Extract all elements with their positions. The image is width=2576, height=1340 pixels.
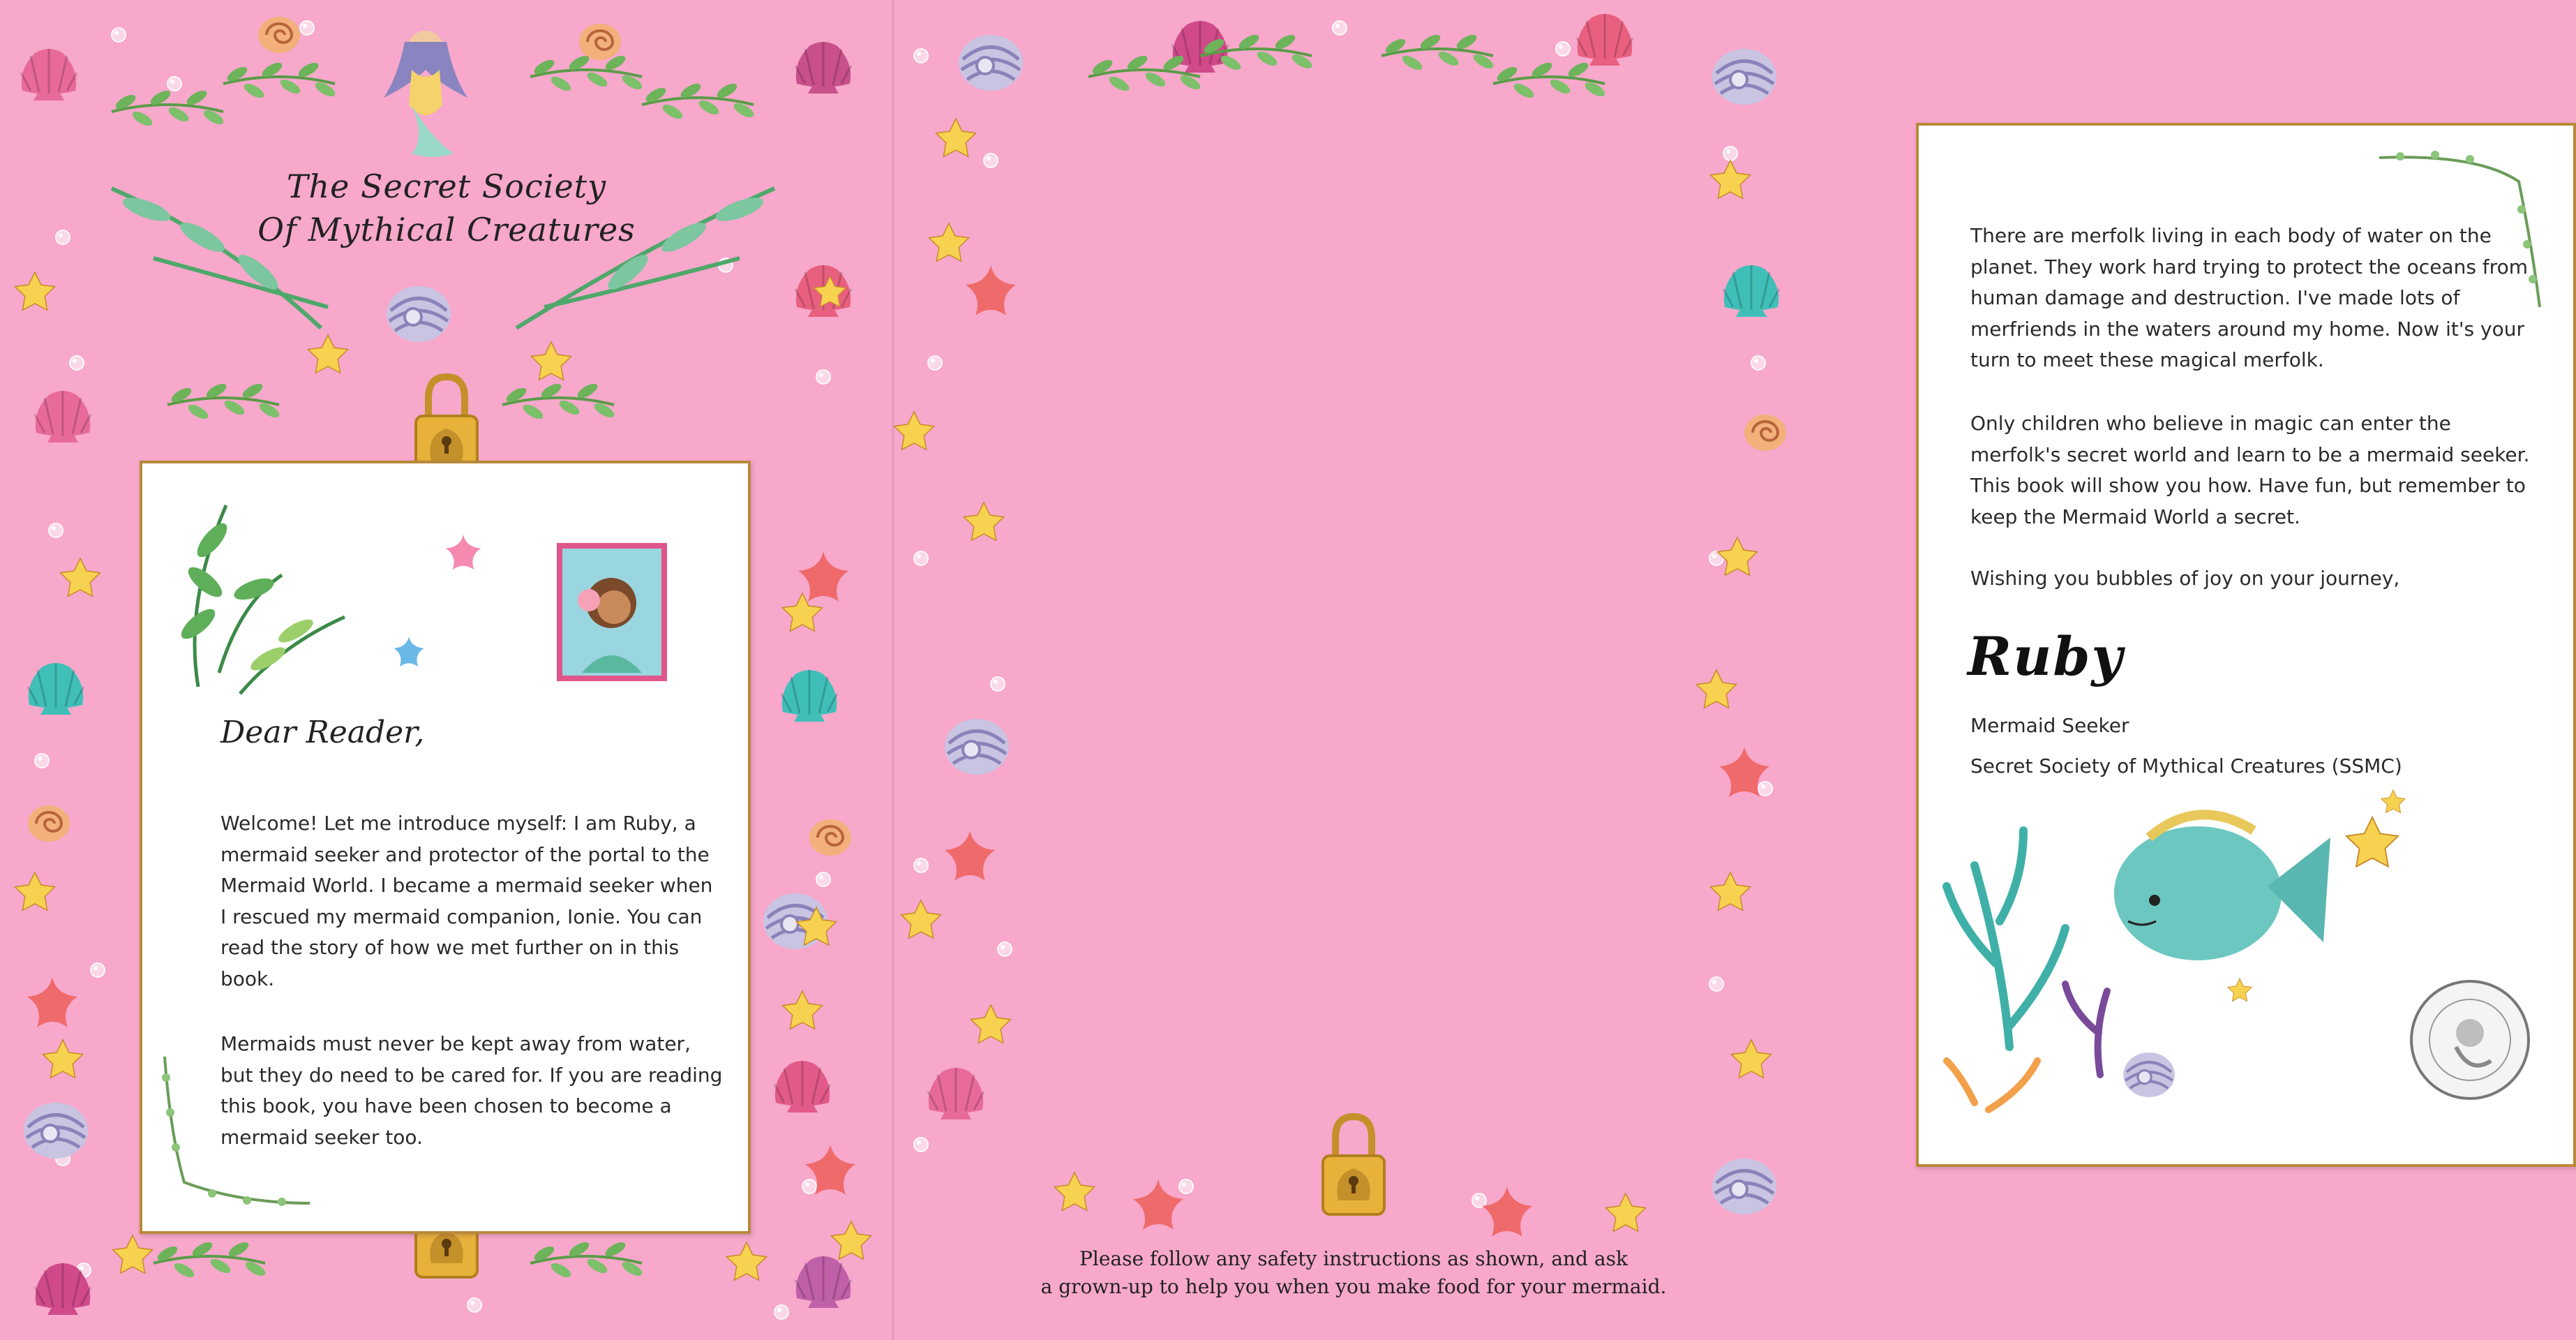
letter-closing: Wishing you bubbles of joy on your journey, xyxy=(1970,567,2400,590)
salutation: Dear Reader, xyxy=(220,715,425,750)
bubble-icon xyxy=(914,21,1772,1207)
fish-icon xyxy=(2114,814,2330,960)
conch-shell-icon xyxy=(2123,1052,2175,1097)
footer-line-1: Please follow any safety instructions as shown, and ask xyxy=(1079,1247,1628,1270)
star-icon xyxy=(894,119,1772,1231)
spiral-shell-icon xyxy=(1744,415,1786,451)
seaweed-vine-icon xyxy=(1088,32,1607,100)
letter-paragraph-3: There are merfolk living in each body of water on the planet. They work hard trying to protect the oceans from human damage and destruction. I've made lots of merfriends in the waters around my home. Now it's your turn to meet these magical merfolk. xyxy=(1970,224,2528,371)
right-page xyxy=(893,0,2530,1340)
page-title xyxy=(237,165,656,251)
coral-icon xyxy=(1947,831,2065,1047)
title-line-1: The Secret Society xyxy=(286,168,607,205)
mermaid-icon xyxy=(384,31,467,157)
starfish-icon xyxy=(394,535,481,667)
safety-footer xyxy=(991,1245,1716,1301)
footer-line-2: a grown-up to help you when you make food for your mermaid. xyxy=(1040,1275,1667,1298)
signer-role: Mermaid Seeker xyxy=(1970,714,2129,737)
starfish-icon xyxy=(945,265,1769,1237)
letter-paragraph-4: Only children who believe in magic can enter the merfolk's secret world and learn to be a mermaid seeker. This book will show you how. Have fun, but remember to keep the Mermaid World a secret. xyxy=(1970,412,2530,528)
signature: Ruby xyxy=(1968,625,2124,687)
title-line-2: Of Mythical Creatures xyxy=(257,211,636,248)
left-page xyxy=(0,0,893,1340)
seashell-icon xyxy=(928,14,1779,1119)
signer-organization: Secret Society of Mythical Creatures (SSMC) xyxy=(1970,754,2402,777)
padlock-icon xyxy=(1323,1117,1384,1214)
letter-paragraph-1: Welcome! Let me introduce myself: I am Ruby, a mermaid seeker and protector of the portal to the Mermaid World. I became a mermaid seeker when I rescued my mermaid companion, Ionie. You can read the story of how we met further on in this book. xyxy=(220,812,713,990)
letter-paper-right xyxy=(1916,123,2576,1167)
seal-stamp-icon xyxy=(2411,981,2529,1099)
conch-shell-icon xyxy=(945,35,1776,1214)
portrait-frame-icon xyxy=(560,546,664,678)
letter-paragraph-2: Mermaids must never be kept away from water, but they do need to be cared for. If you are reading this book, you have been chosen to become a mermaid seeker too. xyxy=(220,1032,723,1149)
right-page-decorations xyxy=(893,0,1786,1340)
letter-paper-left xyxy=(140,461,751,1234)
